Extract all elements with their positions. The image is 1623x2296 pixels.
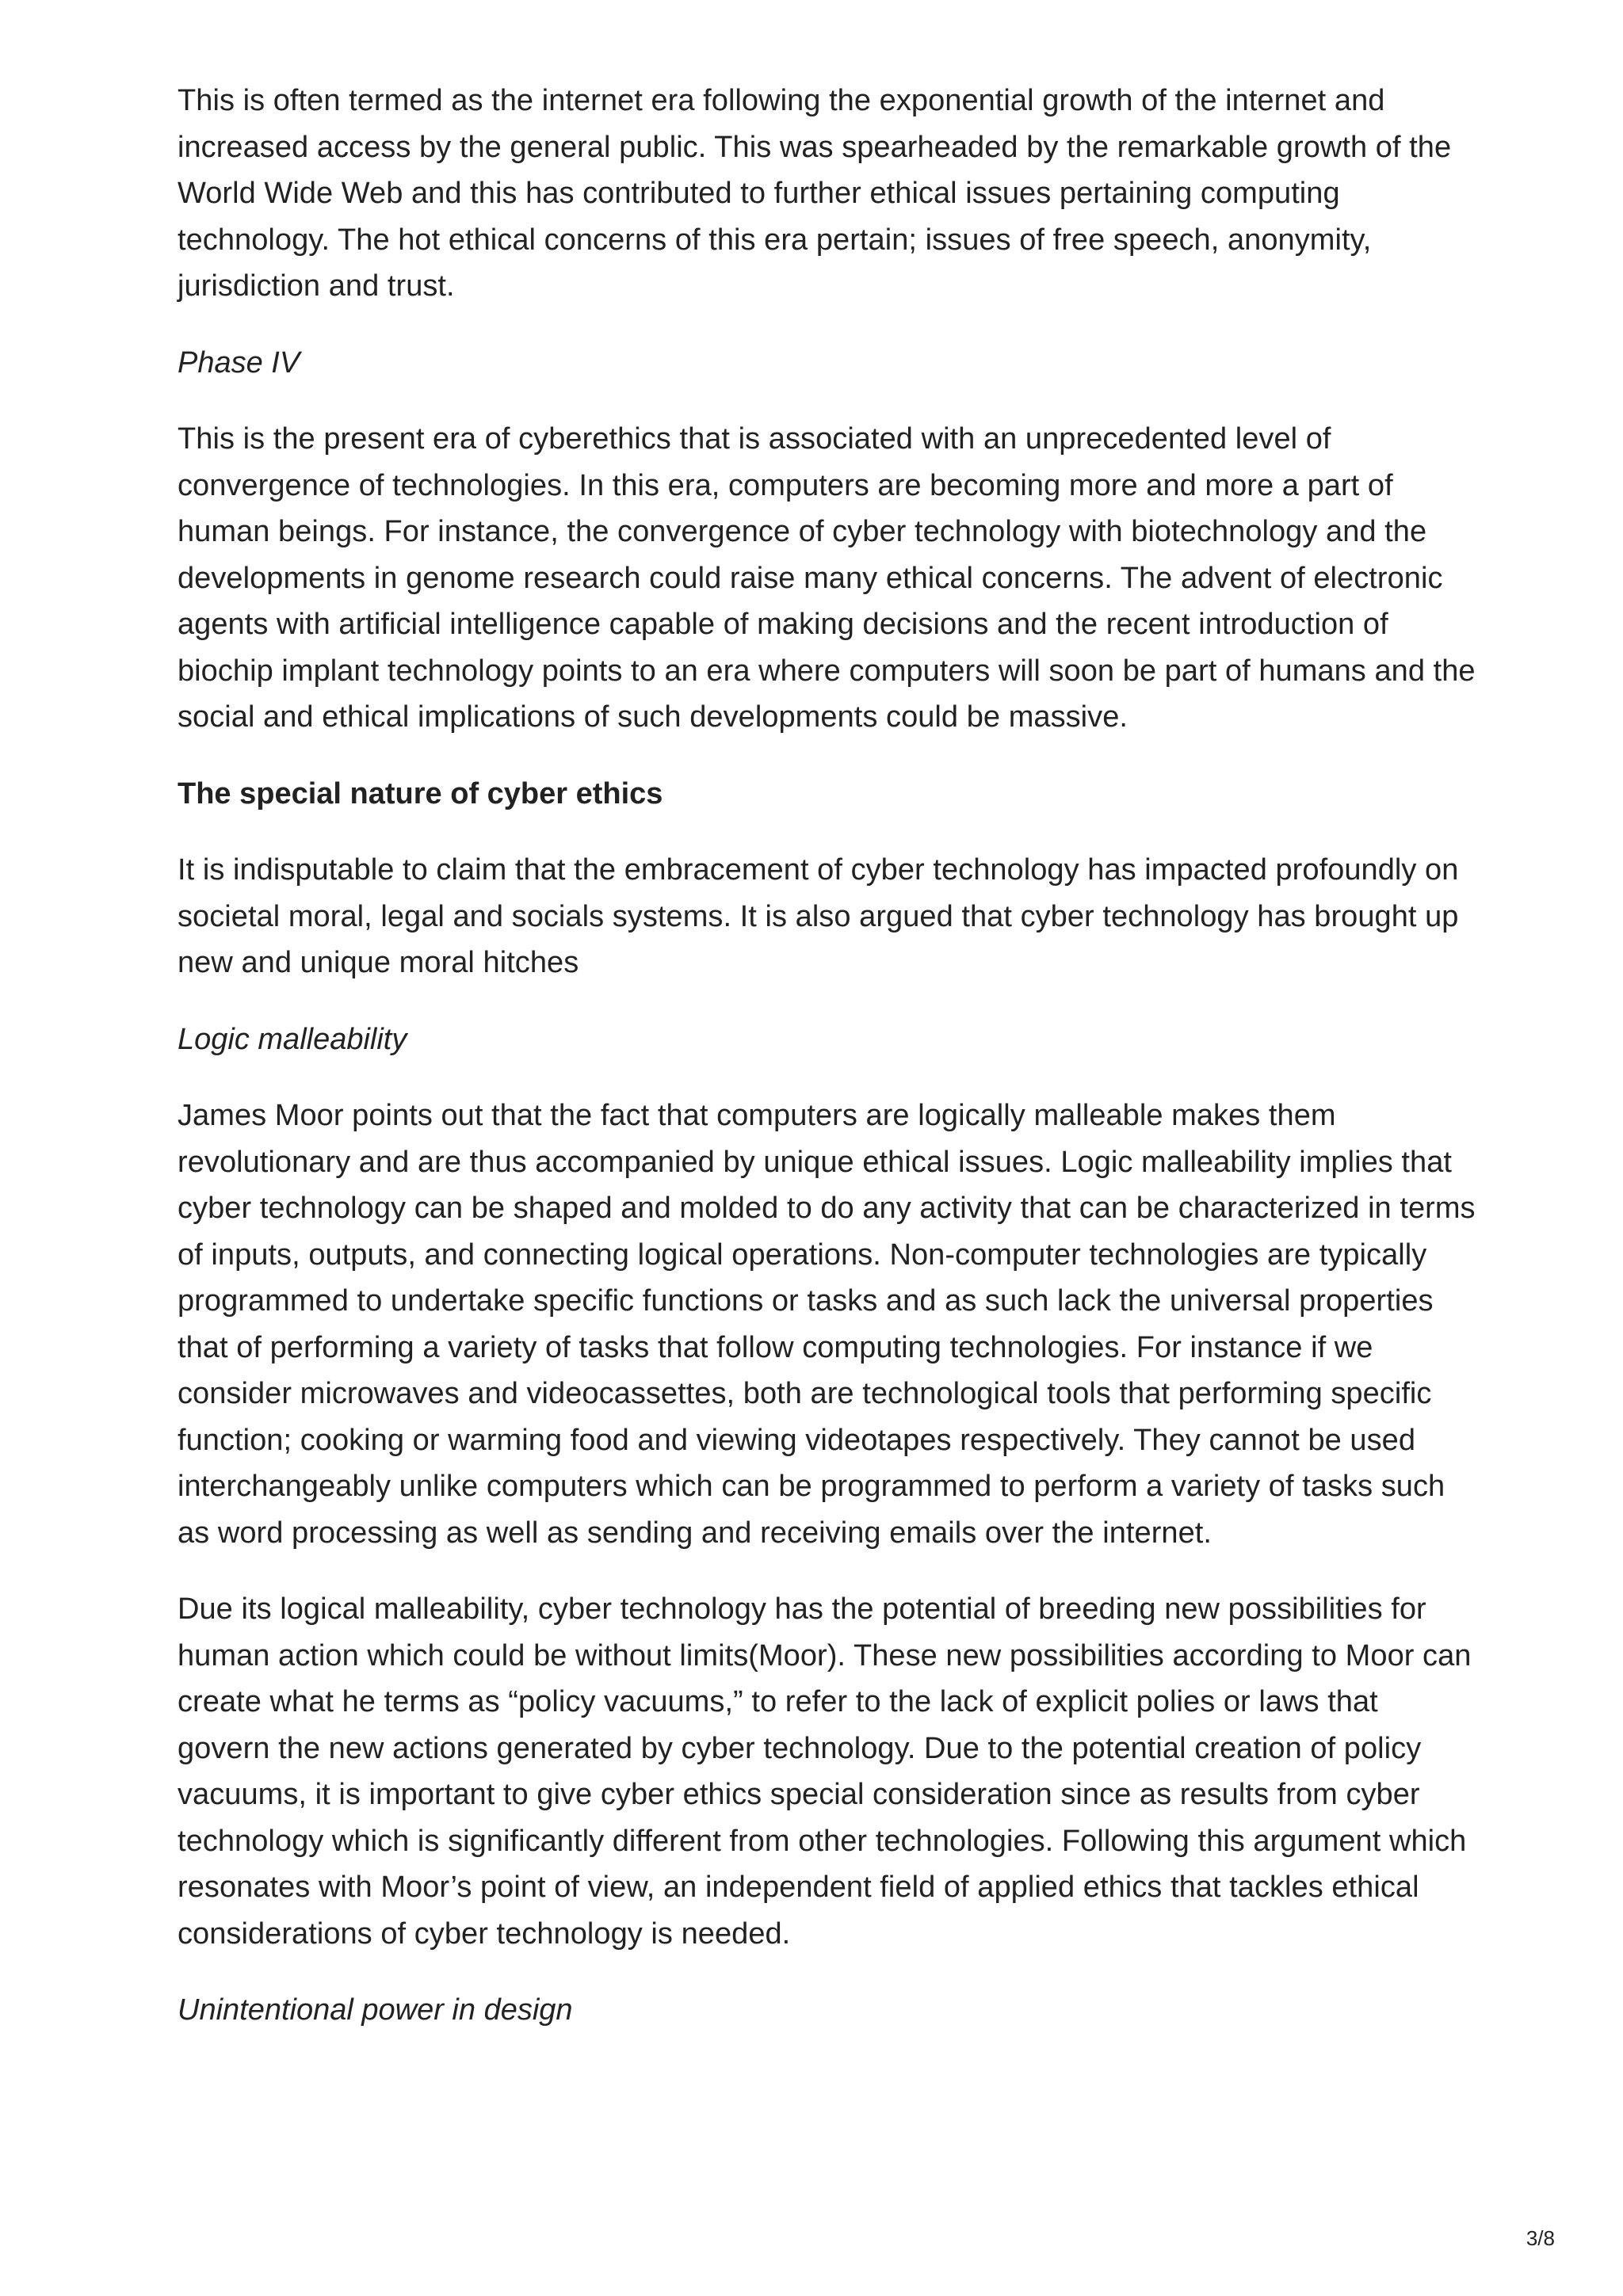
section-heading-special-nature: The special nature of cyber ethics	[178, 776, 663, 810]
paragraph-present-era: This is the present era of cyberethics that is associated with an unprecedented level of convergence of technologies. In this era, computers are becoming more and more a part of human beings. For instance, the convergence of cyber technology with biotechnology and the developments in genome research could raise many ethical concerns. The advent of electronic agents with artificial intelligence capable of making decisions and the recent introduction of biochip implant technology points to an era where computers will soon be part of humans and the social and ethical implications of such developments could be massive.	[178, 422, 1476, 734]
paragraph-policy-vacuums: Due its logical malleability, cyber technology has the potential of breeding new possibilities for human action which could be without limits(Moor). These new possibilities according to Moor can create what he terms as “policy vacuums,” to refer to the lack of explicit polies or laws that govern the new actions generated by cyber technology. Due to the potential creation of policy vacuums, it is important to give cyber ethics special consideration since as results from cyber technology which is significantly different from other technologies. Following this argument which resonates with Moor’s point of view, an independent field of applied ethics that tackles ethical considerations of cyber technology is needed.	[178, 1592, 1472, 1951]
subheading-logic-malleability: Logic malleability	[178, 1022, 407, 1056]
subheading-phase-iv: Phase IV	[178, 345, 300, 379]
page-number: 3/8	[1526, 2226, 1555, 2250]
document-body	[178, 78, 1477, 2064]
subheading-unintentional-power: Unintentional power in design	[178, 1993, 573, 2027]
paragraph-indisputable-claim: It is indisputable to claim that the embracement of cyber technology has impacted profoundly on societal moral, legal and socials systems. It is also argued that cyber technology has brought up new and unique moral hitches	[178, 853, 1459, 979]
paragraph-internet-era: This is often termed as the internet era following the exponential growth of the internet and increased access by the general public. This was spearheaded by the remarkable growth of the World Wide Web and this has contributed to further ethical issues pertaining computing technology. The hot ethical concerns of this era pertain; issues of free speech, anonymity, jurisdiction and trust.	[178, 84, 1452, 303]
paragraph-james-moor: James Moor points out that the fact that computers are logically malleable makes them revolutionary and are thus accompanied by unique ethical issues. Logic malleability implies that cyber technology can be shaped and molded to do any activity that can be characterized in terms of inputs, outputs, and connecting logical operations. Non-computer technologies are typically programmed to undertake specific functions or tasks and as such lack the universal properties that of performing a variety of tasks that follow computing technologies. For instance if we consider microwaves and videocassettes, both are technological tools that performing specific function; cooking or warming food and viewing videotapes respectively. They cannot be used interchangeably unlike computers which can be programmed to perform a variety of tasks such as word processing as well as sending and receiving emails over the internet.	[178, 1099, 1476, 1550]
